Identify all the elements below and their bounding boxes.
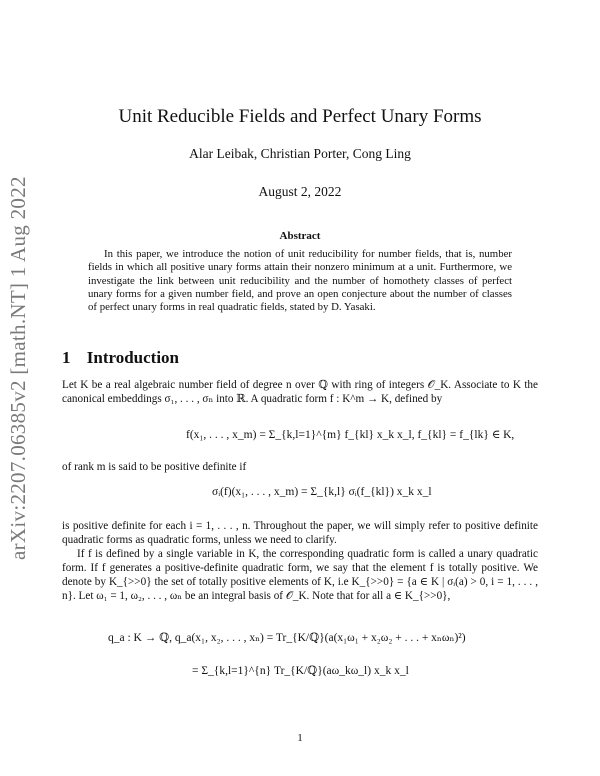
abstract-text: In this paper, we introduce the notion of unit reducibility for number fields, that is, number fields in which all positive unary forms attain their nonzero minimum at a unit. Furthermore, we investigate the link between unit reducibility and the number of homothety classes of perfect unary forms for a given number field, and prove an open conjecture about the number of classes of perfect unary forms in real quadratic fields, stated by D. Yasaki. <box>88 248 512 314</box>
arxiv-identifier-stamp: arXiv:2207.06385v2 [math.NT] 1 Aug 2022 <box>6 176 30 560</box>
section-heading <box>62 348 179 368</box>
abstract-heading: Abstract <box>279 230 321 242</box>
paragraph-positive-definite: is positive definite for each i = 1, . . . , n. Throughout the paper, we will simply refer to positive definite quadratic forms as quadratic forms, unless we need to clarify. <box>62 520 538 546</box>
paragraph-intro: Let K be a real algebraic number field of degree n over ℚ with ring of integers 𝒪_K. Associate to K the canonical embeddings σ₁, . . . , σₙ into ℝ. A quadratic form f : K^m → K, defined by <box>62 379 538 405</box>
equation-trace-form-expanded: = Σ_{k,l=1}^{n} Tr_{K/ℚ}(aω_kω_l) x_k x_l <box>192 665 409 677</box>
section-number: 1 <box>62 348 71 367</box>
equation-quadratic-form: f(x₁, . . . , x_m) = Σ_{k,l=1}^{m} f_{kl} x_k x_l, f_{kl} = f_{lk} ∈ K, <box>186 429 515 441</box>
equation-trace-form: q_a : K → ℚ, q_a(x₁, x₂, . . . , xₙ) = Tr_{K/ℚ}(a(x₁ω₁ + x₂ω₂ + . . . + xₙωₙ)²) <box>108 632 466 644</box>
paper-title: Unit Reducible Fields and Perfect Unary Forms <box>118 106 482 127</box>
section-title: Introduction <box>86 348 180 367</box>
paper-date: August 2, 2022 <box>258 184 342 199</box>
paragraph-rank: of rank m is said to be positive definite if <box>62 461 247 473</box>
page-number: 1 <box>297 732 303 744</box>
paper-authors: Alar Leibak, Christian Porter, Cong Ling <box>189 146 411 161</box>
paragraph-unary-forms: If f is defined by a single variable in K, the corresponding quadratic form is called a unary quadratic form. If f generates a positive-definite quadratic form, we say that the element f is totally positive. We denote by K_{>>0} the set of totally positive elements of K, i.e K_{>>0} = {a ∈ K | σᵢ(a) > 0, i = 1, . . . , n}. Let ω₁ = 1, ω₂, . . . , ωₙ be an integral basis of 𝒪_K. Note that for all a ∈ K_{>>0}, <box>62 548 538 602</box>
equation-embedding-form: σᵢ(f)(x₁, . . . , x_m) = Σ_{k,l} σᵢ(f_{kl}) x_k x_l <box>212 486 432 498</box>
